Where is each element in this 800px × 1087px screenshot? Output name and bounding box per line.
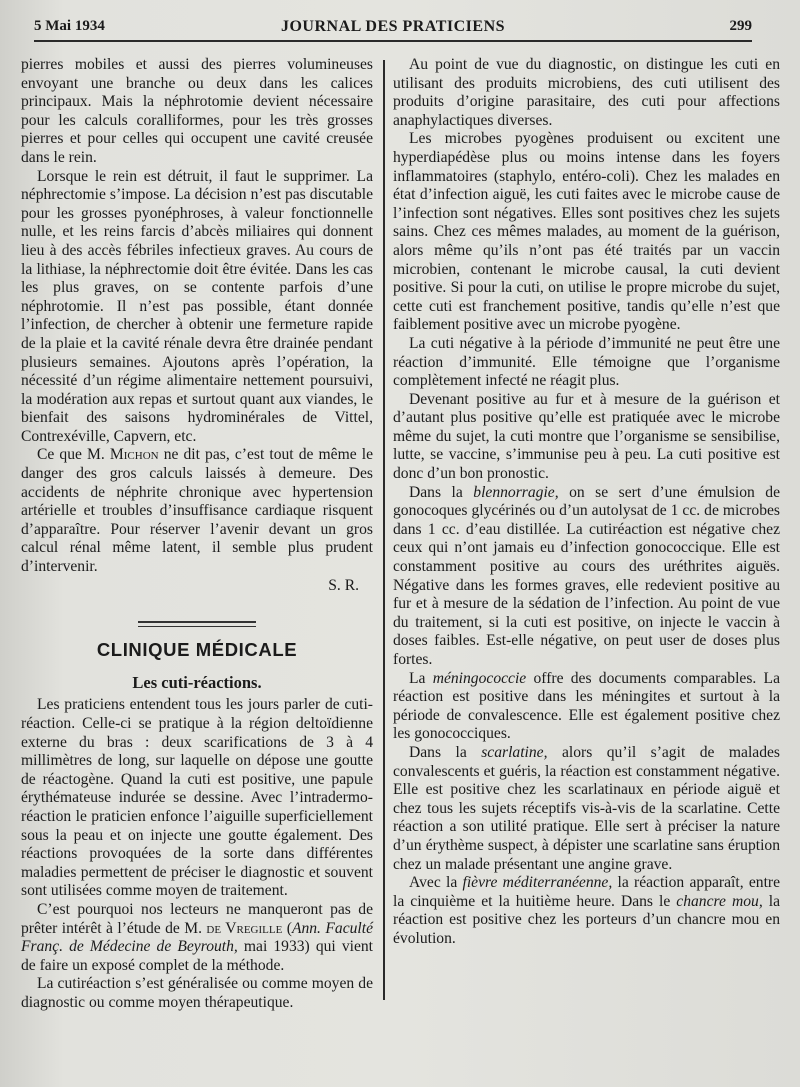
paragraph: La cuti négative à la période d’immunité ne peut être une réaction d’immunité. Elle témoigne que l’organisme complètement infecté ne réagit plus. [393,334,780,390]
column-divider [383,60,385,1000]
disease-term: méningococcie [432,669,527,687]
paragraph [21,446,373,576]
signature: S. R. [328,576,359,594]
text-run: la réaction est positive chez les porteurs d’un chancre mou en évolution. [393,892,780,947]
text-run: Dans la [409,483,474,501]
paragraph [393,744,780,874]
text-run: La [409,669,433,687]
citation: Ann. Faculté Franç. de Médecine de Beyrouth, [21,919,374,956]
text-run: Dans la [409,743,482,761]
paragraph: pierres mobiles et aussi des pierres volumineuses envoyant une branche ou deux dans les calices principaux. Mais la néphrotomie devient nécessaire pour les calculs coralliformes, pour les très grosses pierres et pour celles qui occupent une cavité creusée dans le rein. [21,56,373,166]
paragraph: La cutiréaction s’est généralisée ou comme moyen de diagnostic ou comme moyen thérapeutique. [21,975,373,1011]
text-run: offre des documents comparables. La réaction est positive dans les méningites et surtout à la période de convalescence. Elle est également positive chez les gonococciques. [393,669,780,743]
right-column [393,56,780,949]
disease-term: scarlatine, [481,743,548,761]
text-run: la réaction apparaît, entre la cinquième et la huitième heure. Dans le [393,874,781,910]
text-run: on se sert d’une émulsion de gonocoques glycérinés ou d’un autolysat de 1 cc. de microbes dans 1 cc. d’eau distillée. La cutiréaction est négative chez ceux qui n’ont jamais eu d’infection gonococcique. Elle est constamment positive au cours des uréthrites aiguës. Négative dans les formes graves, elle redevient positive au fur et à mesure de la sédation de l’infection. Au point de vue du traitement, si la cuti est positive, on injecte le vaccin à doses faibles. Est-elle négative, on peut user de doses plus fortes. [393,483,780,668]
issue-date: 5 Mai 1934 [34,18,105,34]
text-run: ( [282,919,292,937]
text-run: Ce que M. [37,446,110,464]
author-name: de Vregille [206,919,283,937]
paragraph: Au point de vue du diagnostic, on distingue les cuti en utilisant des produits microbiens, des cuti utilisent des produits d’origine parasitaire, des cuti pour affections anaphylactiques diverses. [393,56,780,129]
paragraph: Les praticiens entendent tous les jours parler de cuti-réaction. Celle-ci se pratique à la région deltoïdienne externe du bras : deux scarifications de 3 à 4 millimètres de long, sur laquelle on dépose une goutte de réactogène. Quand la cuti est positive, une papule érythémateuse indurée se dessine. Avec l’intradermo-réaction le praticien enfonce l’aiguille superficiellement sous la peau et on injecte une goutte également. Des réactions provoquées de la sorte dans différentes maladies permettent de préciser le diagnostic et souvent sont utilisées comme moyen de traitement. [21,696,373,900]
text-run: mai 1933) qui vient de faire un exposé complet de la méthode. [21,938,373,974]
disease-term: chancre mou, [676,892,763,910]
paragraph: Lorsque le rein est détruit, il faut le supprimer. La néphrectomie s’impose. La décision n’est pas discutable pour les grosses pyonéphroses, à valeur fonctionnelle nulle, et les reins farcis d’abcès miliaires qui donnent lieu à des accès fébriles infectieux graves. Au cours de la lithiase, la néphrectomie doit être évitée. Dans les cas les plus graves, on se contente parfois d’une néphrotomie. Il n’est pas possible, étant donnée l’infection, de chercher à obtenir une fermeture rapide de la plaie et la cavité rénale devra être drainée pendant plusieurs semaines. Ajoutons après l’opération, la nécessité d’un régime alimentaire nettement poursuivi, la modération aux repas et surtout quant aux viandes, le bienfait des saisons hydrominérales de Vittel, Contrexéville, Capvern, etc. [21,167,373,445]
paragraph: Les microbes pyogènes produisent ou excitent une hyperdiapédèse plus ou moins intense dans les foyers inflammatoires (staphylo, entéro-coli). Chez les malades en état d’infection aiguë, les cuti faites avec le microbe cause de l’infection sont négatives. Elles sont positives chez les sujets sains. Chez ces mêmes malades, au moment de la guérison, alors même qu’ils n’ont pas été traités par un vaccin microbien, contenant le microbe causal, la cuti devient positive. Si pour la cuti, on utilise le propre microbe du sujet, cette cuti est franchement positive, tandis qu’elle n’est que faiblement positive avec un microbe pyogène. [393,130,780,334]
section-title: CLINIQUE MÉDICALE [96,639,298,661]
left-column [21,56,373,1013]
disease-term: blennorragie, [473,483,559,501]
text-run: ne dit pas, c’est tout de même le danger des gros calculs laissés à demeure. Des accidents de néphrite chronique avec hypertension artérielle et troubles d’insuffisance cardiaque risquent d’apparaître. Pour réserver l’avenir devant un gros calcul rénal même latent, il semble plus prudent d’intervenir. [21,446,373,576]
section-separator [138,621,256,627]
paragraph [393,670,780,744]
disease-term: fièvre méditerranéenne, [462,874,613,892]
page-number: 299 [729,18,752,34]
text-run: C’est pourquoi nos lecteurs ne manqueront pas de prêter intérêt à l’étude de M. [21,900,373,937]
paragraph [393,874,780,948]
paragraph: Devenant positive au fur et à mesure de la guérison et d’autant plus positive qu’elle est pratiquée avec le microbe même du sujet, la cuti montre que l’organisme se sensibilise, lutte, se vaccine, s’immunise peu à peu. La cuti positive est donc d’un bon pronostic. [393,390,780,483]
text-run: Avec la [409,874,463,892]
article-heading: Les cuti-réactions. [132,672,262,692]
paragraph [21,901,373,975]
journal-title: JOURNAL DES PRATICIENS [280,18,506,35]
page-header [34,14,752,42]
paragraph [393,484,780,670]
author-name: Michon [109,446,159,464]
text-run: alors qu’il s’agit de malades convalescents et guéris, la réaction est constamment négative. Elle est positive chez les scarlatinaux en période aiguë et chez tous les sujets réceptifs vis-à-vis de la scarlatine. Cette réaction a son utilité pratique. Elle sert à préciser la nature d’un érythème suspect, à dépister une scarlatine sans éruption chez un malade présentant une angine grave. [393,743,780,873]
